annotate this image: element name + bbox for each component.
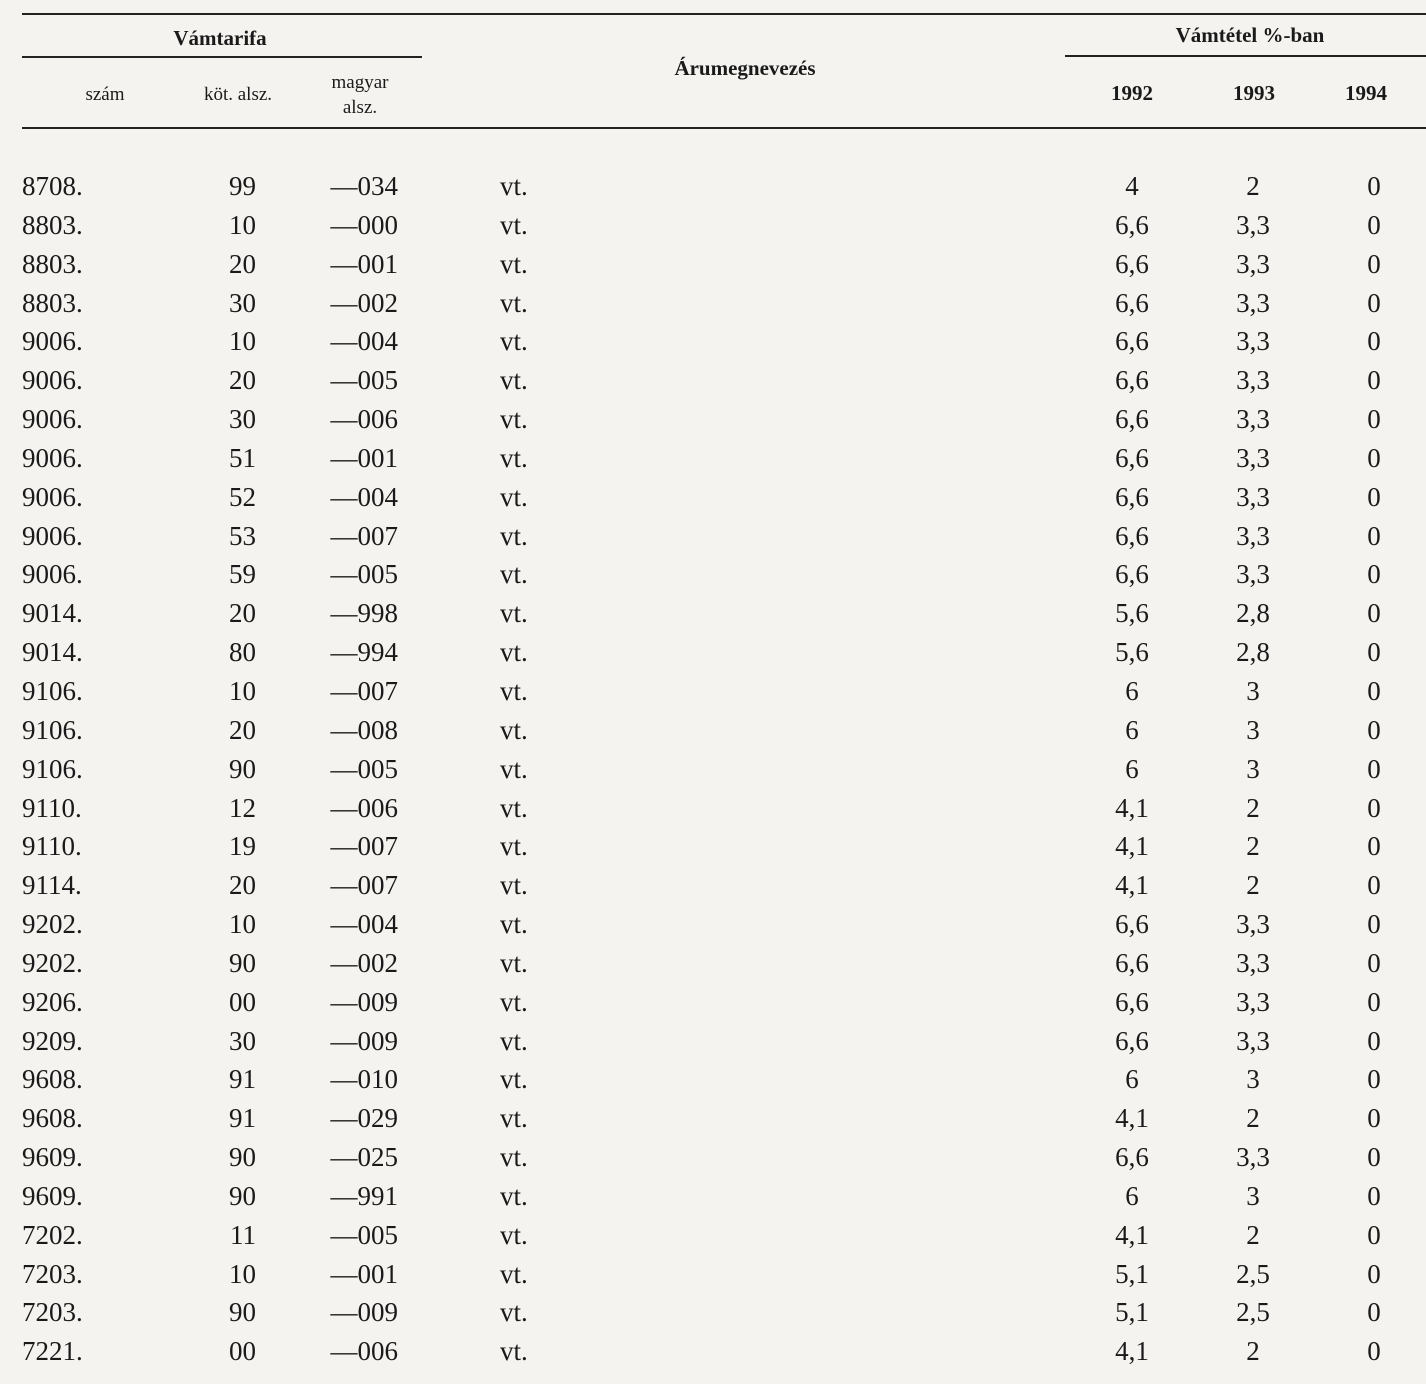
cell-1993: 3 [1246,675,1260,706]
cell-magyar-alsz: —009 [330,986,398,1017]
cell-magyar-alsz: —005 [330,1219,398,1250]
table-row [0,1293,1426,1332]
cell-1994: 0 [1367,404,1381,435]
cell-magyar-alsz: —001 [330,1258,398,1289]
table-row [0,1255,1426,1294]
header-year-1994: 1994 [1345,81,1387,105]
cell-1993: 3,3 [1236,248,1270,279]
table-row [0,322,1426,361]
cell-magyar-alsz: —007 [330,870,398,901]
cell-kot-alsz: 20 [229,248,256,279]
cell-1993: 2 [1246,171,1260,201]
cell-kot-alsz: 00 [229,1336,256,1367]
cell-magyar-alsz: —994 [330,637,398,668]
table-row [0,672,1426,711]
cell-magyar-alsz: —010 [330,1064,398,1095]
cell-1993: 3,3 [1236,520,1270,551]
cell-1994: 0 [1367,1142,1381,1173]
cell-arumegnevezes: vt. [500,792,528,823]
cell-magyar-alsz: —991 [330,1180,398,1211]
cell-magyar-alsz: —005 [330,559,398,590]
cell-1994: 0 [1367,1103,1381,1134]
cell-1993: 3 [1246,1180,1260,1211]
cell-1993: 3,3 [1236,326,1270,357]
cell-1993: 3 [1246,753,1260,784]
cell-arumegnevezes: vt. [500,520,528,551]
cell-kot-alsz: 30 [229,1025,256,1056]
cell-szam: 9608. [22,1103,83,1134]
cell-szam: 9110. [22,792,82,823]
cell-kot-alsz: 91 [229,1103,256,1134]
cell-1993: 3,3 [1236,365,1270,396]
cell-kot-alsz: 10 [229,209,256,240]
cell-1994: 0 [1367,909,1381,940]
cell-kot-alsz: 00 [229,986,256,1017]
cell-kot-alsz: 30 [229,404,256,435]
cell-szam: 9106. [22,714,83,745]
cell-szam: 7203. [22,1297,83,1328]
cell-1994: 0 [1367,326,1381,357]
cell-1994: 0 [1367,481,1381,512]
cell-szam: 8803. [22,209,83,240]
cell-szam: 9006. [22,520,83,551]
cell-arumegnevezes: vt. [500,365,528,396]
cell-1993: 3 [1246,1064,1260,1095]
cell-1992: 6,6 [1115,481,1149,512]
table-row [0,594,1426,633]
cell-kot-alsz: 20 [229,365,256,396]
cell-magyar-alsz: —007 [330,831,398,862]
cell-1994: 0 [1367,598,1381,629]
cell-1992: 6,6 [1115,520,1149,551]
cell-kot-alsz: 12 [229,792,256,823]
cell-1993: 2 [1246,831,1260,862]
cell-1994: 0 [1367,870,1381,901]
cell-kot-alsz: 53 [229,520,256,551]
cell-magyar-alsz: —025 [330,1142,398,1173]
table-row [0,1022,1426,1061]
cell-1994: 0 [1367,1336,1381,1367]
cell-1993: 2,5 [1236,1258,1270,1289]
cell-arumegnevezes: vt. [500,637,528,668]
cell-arumegnevezes: vt. [500,248,528,279]
header-arumegnevezes: Árumegnevezés [674,56,816,80]
cell-1994: 0 [1367,637,1381,668]
cell-1993: 2 [1246,870,1260,901]
cell-szam: 8803. [22,287,83,318]
cell-magyar-alsz: —001 [330,442,398,473]
cell-arumegnevezes: vt. [500,598,528,629]
cell-magyar-alsz: —001 [330,248,398,279]
cell-kot-alsz: 19 [229,831,256,862]
table-row [0,1060,1426,1099]
table-row [0,361,1426,400]
cell-magyar-alsz: —009 [330,1297,398,1328]
cell-magyar-alsz: —002 [330,287,398,318]
cell-1992: 6,6 [1115,1025,1149,1056]
cell-kot-alsz: 90 [229,1180,256,1211]
cell-kot-alsz: 90 [229,1142,256,1173]
cell-arumegnevezes: vt. [500,1064,528,1095]
cell-szam: 9202. [22,909,83,940]
cell-magyar-alsz: —008 [330,714,398,745]
cell-arumegnevezes: vt. [500,1219,528,1250]
header-bottom-rule [22,127,1426,129]
header-vamtarifa: Vámtarifa [173,26,267,50]
cell-1994: 0 [1367,675,1381,706]
cell-1992: 6,6 [1115,287,1149,318]
cell-kot-alsz: 20 [229,598,256,629]
cell-kot-alsz: 20 [229,714,256,745]
cell-arumegnevezes: vt. [500,442,528,473]
cell-1994: 0 [1367,171,1381,201]
table-row [0,905,1426,944]
cell-szam: 9114. [22,870,82,901]
header-magyar-alsz-line1: magyar [331,72,389,93]
table-row [0,750,1426,789]
cell-1993: 2 [1246,1219,1260,1250]
cell-1992: 6 [1125,1180,1139,1211]
cell-arumegnevezes: vt. [500,947,528,978]
cell-szam: 9014. [22,598,83,629]
cell-magyar-alsz: —002 [330,947,398,978]
cell-arumegnevezes: vt. [500,714,528,745]
table-row [0,439,1426,478]
cell-arumegnevezes: vt. [500,1142,528,1173]
cell-1994: 0 [1367,1297,1381,1328]
cell-1992: 6 [1125,1064,1139,1095]
table-row [0,983,1426,1022]
cell-szam: 7203. [22,1258,83,1289]
cell-1992: 6 [1125,675,1139,706]
table-row [0,284,1426,323]
table-row [0,167,1426,206]
cell-1994: 0 [1367,714,1381,745]
cell-magyar-alsz: —005 [330,365,398,396]
cell-magyar-alsz: —006 [330,792,398,823]
cell-magyar-alsz: —006 [330,404,398,435]
cell-1994: 0 [1367,1180,1381,1211]
cell-szam: 9110. [22,831,82,862]
table-row [0,827,1426,866]
header-year-1993: 1993 [1233,81,1275,105]
header-vamtetel: Vámtétel %-ban [1175,23,1325,47]
cell-1994: 0 [1367,792,1381,823]
cell-magyar-alsz: —005 [330,753,398,784]
cell-magyar-alsz: —998 [330,598,398,629]
cell-kot-alsz: 99 [229,171,256,201]
cell-1994: 0 [1367,365,1381,396]
cell-1993: 2,8 [1236,598,1270,629]
cell-szam: 9006. [22,365,83,396]
cell-szam: 9014. [22,637,83,668]
cell-kot-alsz: 52 [229,481,256,512]
table-row [0,400,1426,439]
cell-1993: 3,3 [1236,209,1270,240]
cell-szam: 9106. [22,753,83,784]
cell-magyar-alsz: —004 [330,326,398,357]
cell-kot-alsz: 30 [229,287,256,318]
cell-szam: 8708. [22,171,83,201]
cell-arumegnevezes: vt. [500,1297,528,1328]
table-row [0,866,1426,905]
header-year-1992: 1992 [1111,81,1153,105]
cell-arumegnevezes: vt. [500,675,528,706]
cell-kot-alsz: 91 [229,1064,256,1095]
cell-1993: 3,3 [1236,404,1270,435]
cell-1993: 2,5 [1236,1297,1270,1328]
cell-kot-alsz: 11 [230,1219,256,1250]
cell-1993: 3,3 [1236,442,1270,473]
cell-1992: 4,1 [1115,1219,1149,1250]
cell-szam: 9608. [22,1064,83,1095]
cell-1992: 5,1 [1115,1297,1149,1328]
cell-arumegnevezes: vt. [500,831,528,862]
cell-1992: 4,1 [1115,870,1149,901]
cell-kot-alsz: 90 [229,947,256,978]
cell-szam: 8803. [22,248,83,279]
cell-1992: 6,6 [1115,947,1149,978]
cell-arumegnevezes: vt. [500,1258,528,1289]
cell-arumegnevezes: vt. [500,287,528,318]
vamtetel-rule [1065,55,1426,57]
cell-1992: 6,6 [1115,365,1149,396]
cell-1992: 5,1 [1115,1258,1149,1289]
table-row [0,517,1426,556]
cell-arumegnevezes: vt. [500,1180,528,1211]
cell-1992: 6,6 [1115,248,1149,279]
cell-1992: 6,6 [1115,909,1149,940]
cell-1992: 6,6 [1115,209,1149,240]
cell-szam: 7221. [22,1336,83,1367]
table-row [0,555,1426,594]
cell-1992: 4,1 [1115,831,1149,862]
cell-1992: 5,6 [1115,598,1149,629]
table-row [0,1177,1426,1216]
vamtarifa-rule [22,56,422,58]
header-kot-alsz: köt. alsz. [203,84,273,105]
cell-1992: 6 [1125,714,1139,745]
cell-1994: 0 [1367,831,1381,862]
cell-1993: 3,3 [1236,986,1270,1017]
cell-magyar-alsz: —034 [330,171,398,201]
cell-magyar-alsz: —007 [330,520,398,551]
cell-magyar-alsz: —007 [330,675,398,706]
header-magyar-alsz-line2: alsz. [342,97,378,118]
cell-szam: 9202. [22,947,83,978]
cell-szam: 9006. [22,559,83,590]
cell-kot-alsz: 51 [229,442,256,473]
cell-1994: 0 [1367,442,1381,473]
cell-arumegnevezes: vt. [500,209,528,240]
cell-arumegnevezes: vt. [500,1336,528,1367]
cell-arumegnevezes: vt. [500,1025,528,1056]
cell-1993: 3,3 [1236,1142,1270,1173]
cell-kot-alsz: 20 [229,870,256,901]
cell-szam: 9006. [22,481,83,512]
cell-1992: 6,6 [1115,404,1149,435]
cell-1994: 0 [1367,248,1381,279]
table-row [0,1216,1426,1255]
cell-1994: 0 [1367,1219,1381,1250]
cell-1993: 3,3 [1236,481,1270,512]
cell-1994: 0 [1367,1258,1381,1289]
cell-szam: 9206. [22,986,83,1017]
table-row [0,1099,1426,1138]
cell-1992: 4 [1125,171,1139,201]
cell-1993: 3,3 [1236,559,1270,590]
cell-arumegnevezes: vt. [500,1103,528,1134]
cell-1992: 4,1 [1115,792,1149,823]
cell-1992: 5,6 [1115,637,1149,668]
cell-1994: 0 [1367,520,1381,551]
cell-1994: 0 [1367,947,1381,978]
cell-arumegnevezes: vt. [500,870,528,901]
table-body [0,167,1426,1371]
cell-1993: 3,3 [1236,1025,1270,1056]
cell-magyar-alsz: —004 [330,909,398,940]
cell-1993: 2 [1246,1103,1260,1134]
table-row [0,478,1426,517]
table-row [0,633,1426,672]
cell-arumegnevezes: vt. [500,481,528,512]
cell-1993: 3 [1246,714,1260,745]
cell-arumegnevezes: vt. [500,326,528,357]
table-row [0,1332,1426,1371]
table-row [0,789,1426,828]
cell-szam: 9006. [22,404,83,435]
cell-szam: 9209. [22,1025,83,1056]
cell-1994: 0 [1367,1064,1381,1095]
cell-kot-alsz: 80 [229,637,256,668]
cell-1994: 0 [1367,753,1381,784]
cell-kot-alsz: 90 [229,753,256,784]
table-row [0,1138,1426,1177]
table-row [0,206,1426,245]
cell-1993: 3,3 [1236,287,1270,318]
header-szam: szám [85,84,125,105]
cell-1994: 0 [1367,559,1381,590]
cell-kot-alsz: 10 [229,1258,256,1289]
cell-1993: 2 [1246,1336,1260,1367]
cell-1993: 3,3 [1236,947,1270,978]
cell-1992: 4,1 [1115,1336,1149,1367]
cell-szam: 9609. [22,1142,83,1173]
cell-1994: 0 [1367,986,1381,1017]
cell-1992: 6,6 [1115,986,1149,1017]
cell-1992: 6,6 [1115,1142,1149,1173]
cell-kot-alsz: 10 [229,675,256,706]
cell-magyar-alsz: —004 [330,481,398,512]
cell-szam: 9006. [22,442,83,473]
cell-szam: 7202. [22,1219,83,1250]
cell-1993: 2,8 [1236,637,1270,668]
cell-arumegnevezes: vt. [500,909,528,940]
cell-arumegnevezes: vt. [500,171,528,201]
cell-kot-alsz: 59 [229,559,256,590]
cell-1994: 0 [1367,287,1381,318]
table-row [0,711,1426,750]
cell-1994: 0 [1367,1025,1381,1056]
cell-1992: 6 [1125,753,1139,784]
cell-1994: 0 [1367,209,1381,240]
cell-kot-alsz: 90 [229,1297,256,1328]
cell-szam: 9106. [22,675,83,706]
cell-arumegnevezes: vt. [500,986,528,1017]
cell-magyar-alsz: —009 [330,1025,398,1056]
cell-1992: 6,6 [1115,442,1149,473]
table-row [0,245,1426,284]
cell-1992: 6,6 [1115,326,1149,357]
cell-szam: 9006. [22,326,83,357]
cell-arumegnevezes: vt. [500,404,528,435]
cell-kot-alsz: 10 [229,326,256,357]
cell-kot-alsz: 10 [229,909,256,940]
table-row [0,944,1426,983]
cell-1992: 6,6 [1115,559,1149,590]
cell-arumegnevezes: vt. [500,559,528,590]
cell-1993: 3,3 [1236,909,1270,940]
cell-1993: 2 [1246,792,1260,823]
cell-magyar-alsz: —006 [330,1336,398,1367]
cell-arumegnevezes: vt. [500,753,528,784]
cell-1992: 4,1 [1115,1103,1149,1134]
cell-szam: 9609. [22,1180,83,1211]
cell-magyar-alsz: —000 [330,209,398,240]
top-rule [22,13,1426,15]
cell-magyar-alsz: —029 [330,1103,398,1134]
